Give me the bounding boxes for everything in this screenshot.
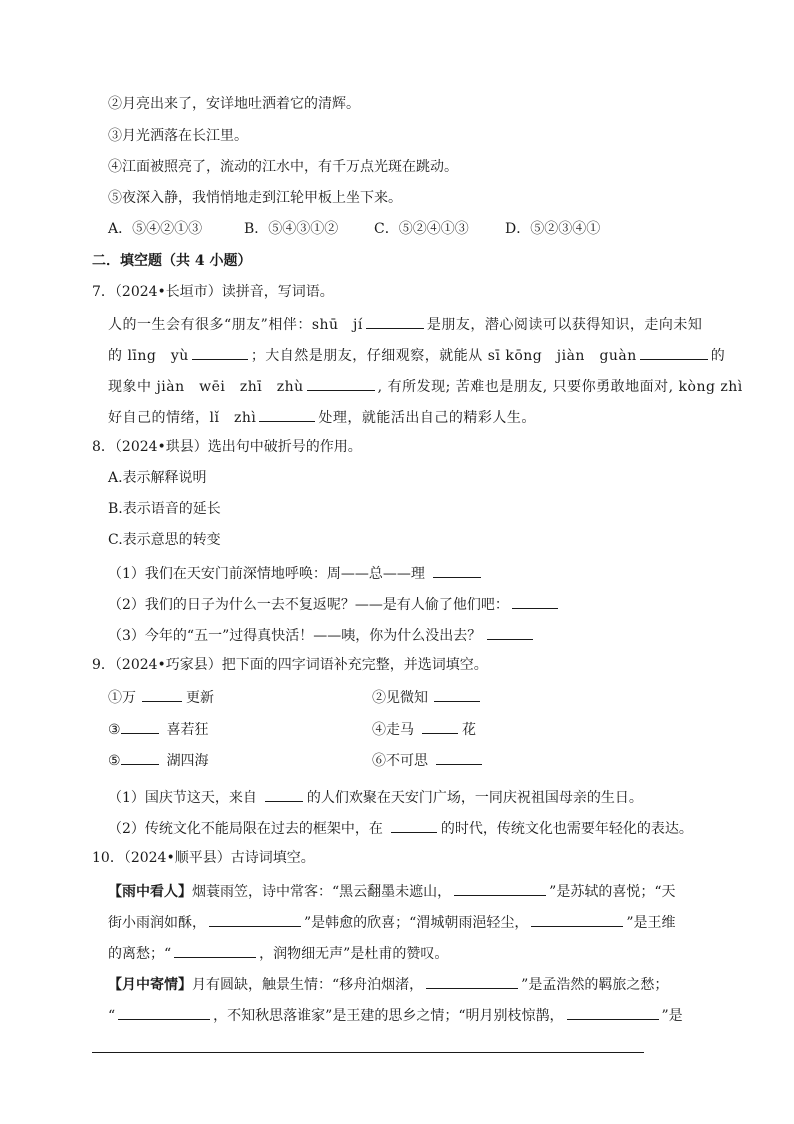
footer-divider <box>92 1052 644 1053</box>
q9-text: 的人们欢聚在天安门广场，一同庆祝祖国母亲的生日。 <box>306 790 643 806</box>
answer-blank[interactable] <box>512 593 558 609</box>
q9-text: ③ <box>108 722 121 738</box>
q9-text: ⑤ <box>108 753 121 769</box>
q7-text: 处理，就能活出自己的精彩人生。 <box>318 410 536 426</box>
answer-blank[interactable] <box>142 686 182 702</box>
q9-text: 的时代，传统文化也需要年轻化的表达。 <box>440 821 693 837</box>
q8-choice-c: C.表示意思的转变 <box>108 532 221 548</box>
q10-tag: 【月中寄情】 <box>108 977 192 993</box>
q9-sentence-2 <box>108 817 693 839</box>
answer-blank[interactable] <box>433 562 481 578</box>
answer-blank[interactable] <box>121 749 159 765</box>
answer-blank[interactable] <box>436 749 482 765</box>
q7-text: 现象中 jiàn wēi zhī zhù <box>108 379 304 395</box>
prev-item-3: ③月光洒落在长江里。 <box>108 128 248 144</box>
q10-text: “ <box>108 1008 116 1024</box>
answer-blank[interactable] <box>487 624 533 640</box>
answer-blank[interactable] <box>366 313 424 329</box>
answer-blank[interactable] <box>454 880 546 896</box>
q10-text: ”是孟浩然的羁旅之愁； <box>521 977 669 993</box>
q10-text: ”是韩愈的欣喜；“渭城朝雨浥轻尘， <box>304 915 529 931</box>
q10-tag: 【雨中看人】 <box>108 884 192 900</box>
q8-heading: 8．（2024•珙县）选出句中破折号的作用。 <box>92 439 362 455</box>
q10-text: ”是王维 <box>626 915 676 931</box>
q7-text: 人的一生会有很多“朋友”相伴：shū jí <box>108 317 363 333</box>
q9-item-1 <box>108 686 214 708</box>
answer-blank[interactable] <box>118 1004 210 1020</box>
prev-item-2: ②月亮出来了，安详地吐洒着它的清辉。 <box>108 96 360 112</box>
q8-text: （3）今年的“五一”过得真快活！——咦，你为什么没出去？ <box>108 628 482 644</box>
q10-p1-line-1 <box>108 880 675 902</box>
q10-text: 月有圆缺，触景生情：“移舟泊烟渚， <box>192 977 424 993</box>
answer-blank[interactable] <box>434 686 480 702</box>
q8-choice-a: A.表示解释说明 <box>108 470 207 486</box>
answer-blank[interactable] <box>426 973 518 989</box>
prev-item-5: ⑤夜深入静，我悄悄地走到江轮甲板上坐下来。 <box>108 190 402 206</box>
q10-p1-line-3 <box>108 942 448 964</box>
option-b: B．⑤④③①② <box>244 221 339 237</box>
answer-blank[interactable] <box>259 406 315 422</box>
q9-text: ②见微知 <box>372 690 428 706</box>
prev-options <box>108 219 600 239</box>
q10-text: ”是苏轼的喜悦；“天 <box>549 884 676 900</box>
q10-text: ，润物细无声”是杜甫的赞叹。 <box>259 946 449 962</box>
q10-heading: 10．（2024•顺平县）古诗词填空。 <box>92 850 315 866</box>
q9-item-4 <box>372 718 476 740</box>
q10-p1-line-2 <box>108 911 676 933</box>
q9-text: （2）传统文化不能局限在过去的框架中，在 <box>108 821 383 837</box>
q10-text: ”是 <box>661 1008 683 1024</box>
q8-sentence-1 <box>108 562 484 584</box>
q7-text: 是朋友，潜心阅读可以获得知识，走向未知 <box>426 317 703 333</box>
q10-text: 的离愁；“ <box>108 946 172 962</box>
answer-blank[interactable] <box>192 344 248 360</box>
section-title: 二．填空题（共 4 小题） <box>92 253 252 269</box>
q9-heading: 9．（2024•巧家县）把下面的四字词语补充完整，并选词填空。 <box>92 657 488 673</box>
q7-line-4 <box>108 406 536 428</box>
q8-text: （2）我们的日子为什么一去不复返呢？——是有人偷了他们吧： <box>108 597 509 613</box>
q8-sentence-3 <box>108 624 536 646</box>
q9-item-2 <box>372 686 483 708</box>
q9-text: 湖四海 <box>166 753 209 769</box>
q9-text: （1）国庆节这天，来自 <box>108 790 257 806</box>
option-a: A．⑤④②①③ <box>108 221 203 237</box>
q9-item-3 <box>108 718 209 740</box>
q10-p2-line-2 <box>108 1004 683 1026</box>
answer-blank[interactable] <box>567 1004 659 1020</box>
q8-sentence-2 <box>108 593 561 615</box>
option-d: D．⑤②③④① <box>505 221 601 237</box>
q7-text: 的 <box>710 348 726 364</box>
q7-line-3 <box>108 375 743 397</box>
q9-item-5 <box>108 749 209 771</box>
option-c: C．⑤②④①③ <box>374 221 469 237</box>
q9-text: ④走马 <box>372 722 414 738</box>
q10-text: ，不知秋思落谁家”是王建的思乡之情；“明月别枝惊鹊， <box>213 1008 564 1024</box>
answer-blank[interactable] <box>307 375 375 391</box>
answer-blank[interactable] <box>209 911 301 927</box>
answer-blank[interactable] <box>531 911 623 927</box>
q7-text: 的 līng yù <box>108 348 189 364</box>
q9-text: ⑥不可思 <box>372 753 428 769</box>
prev-item-4: ④江面被照亮了，流动的江水中，有千万点光斑在跳动。 <box>108 159 458 175</box>
answer-blank[interactable] <box>422 718 458 734</box>
q8-choice-b: B.表示语音的延长 <box>108 501 221 517</box>
answer-blank[interactable] <box>640 344 708 360</box>
q7-line-2 <box>108 344 725 366</box>
q9-item-6 <box>372 749 485 771</box>
answer-blank[interactable] <box>265 786 303 802</box>
q9-text: 花 <box>462 722 476 738</box>
q7-text: ；大自然是朋友，仔细观察，就能从 sī kōng jiàn guàn <box>250 348 637 364</box>
answer-blank[interactable] <box>174 942 256 958</box>
q10-text: 街小雨润如酥， <box>108 915 206 931</box>
q7-text: 好自己的情绪，lǐ zhì <box>108 410 257 426</box>
q7-heading: 7．（2024•长垣市）读拼音，写词语。 <box>92 284 334 300</box>
q9-text: 喜若狂 <box>166 722 209 738</box>
q10-text: 烟蓑雨笠，诗中常客：“黑云翻墨未遮山， <box>192 884 452 900</box>
q9-text: 更新 <box>186 690 214 706</box>
q8-text: （1）我们在天安门前深情地呼唤：周——总——理 <box>108 566 425 582</box>
answer-blank[interactable] <box>391 817 437 833</box>
q9-sentence-1 <box>108 786 643 808</box>
q10-p2-line-1 <box>108 973 668 995</box>
q7-line-1 <box>108 313 702 335</box>
q7-text: , 有所发现; 苦难也是朋友, 只要你勇敢地面对, kòng zhì <box>377 379 743 395</box>
q9-text: ①万 <box>108 690 136 706</box>
answer-blank[interactable] <box>121 718 159 734</box>
